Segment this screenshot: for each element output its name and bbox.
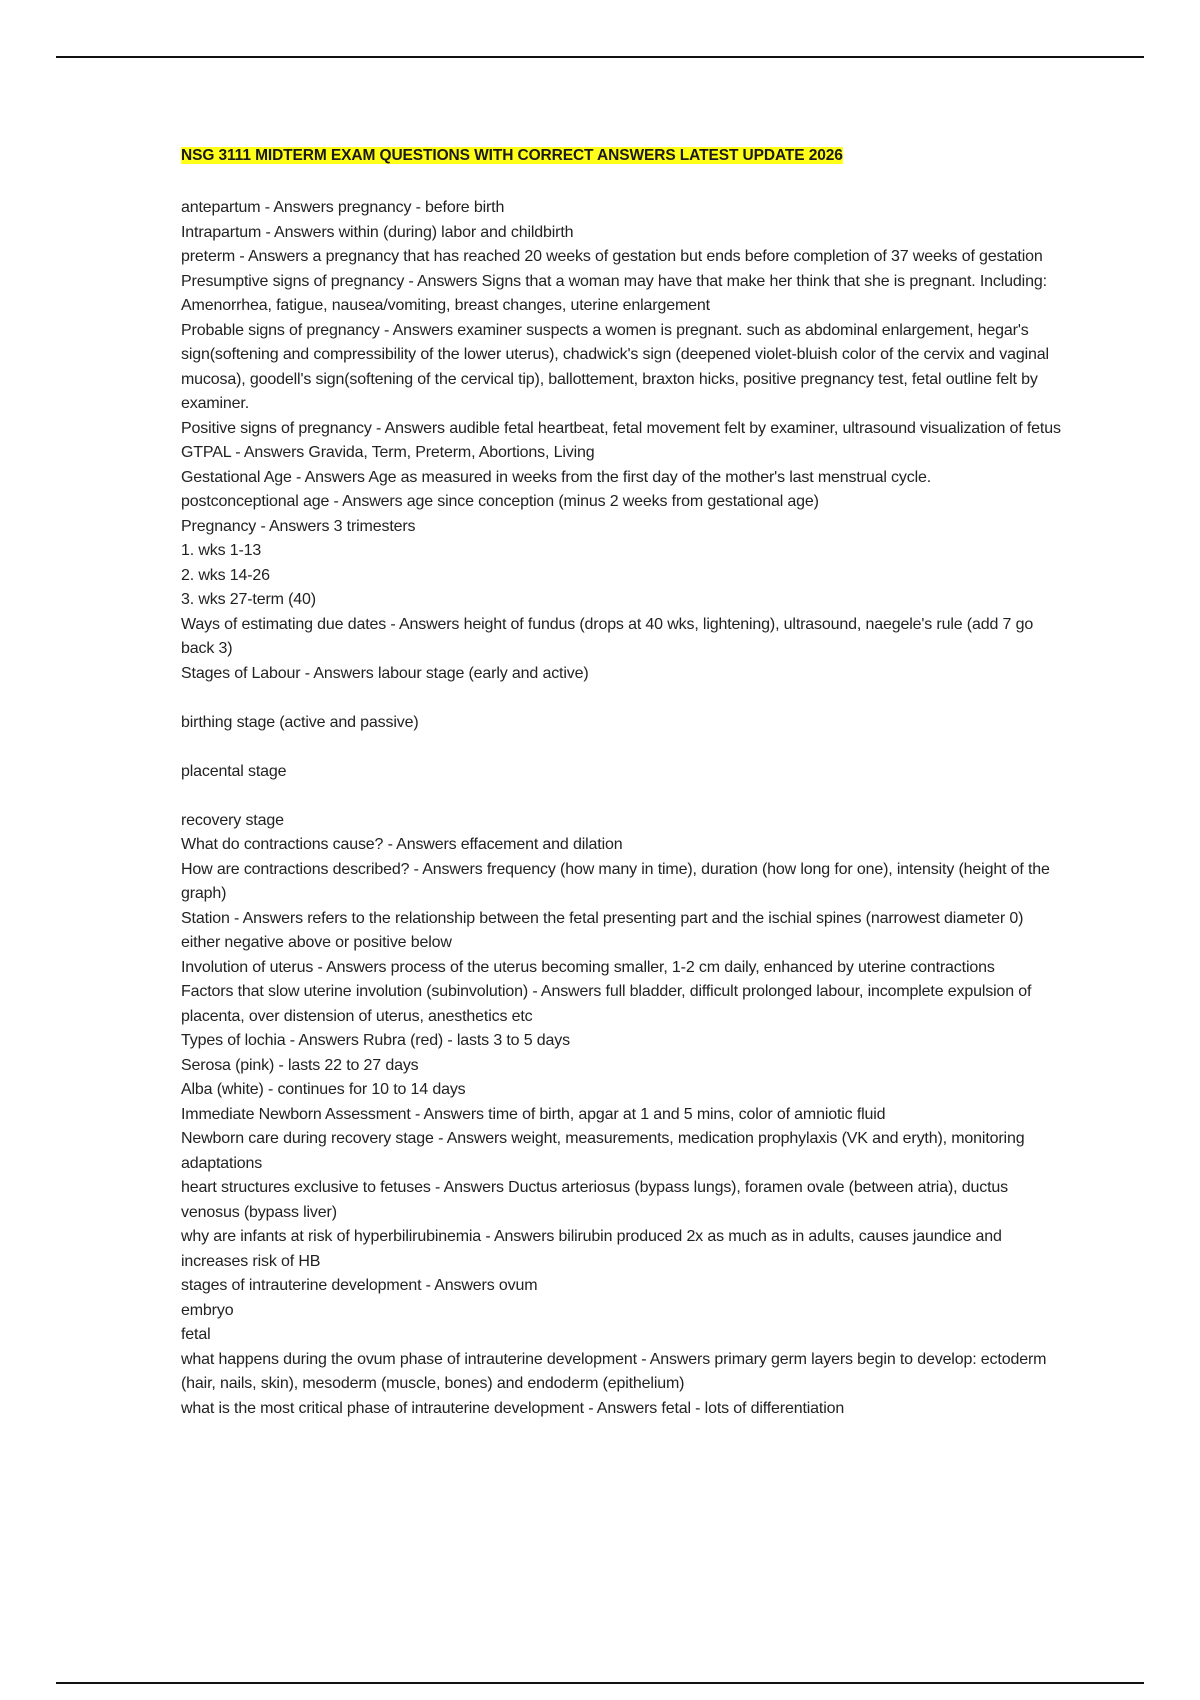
qa-line: Immediate Newborn Assessment - Answers time of birth, apgar at 1 and 5 mins, color of amniotic fluid <box>181 1105 886 1123</box>
document-title-wrap <box>181 144 1061 168</box>
footer-rule <box>56 1682 1144 1684</box>
qa-line: Presumptive signs of pregnancy - Answers Signs that a woman may have that make her think that she is pregnant. Including: Amenorrhea, fatigue, nausea/vomiting, breast changes, uterine enlargement <box>181 272 1047 314</box>
qa-line: what happens during the ovum phase of intrauterine development - Answers primary germ layers begin to develop: ectoderm (hair, nails, skin), mesoderm (muscle, bones) and endoderm (epithelium) <box>181 1350 1047 1392</box>
qa-line: GTPAL - Answers Gravida, Term, Preterm, Abortions, Living <box>181 444 595 461</box>
qa-line: why are infants at risk of hyperbilirubinemia - Answers bilirubin produced 2x as much as in adults, causes jaundice and increases risk of HB <box>181 1228 1002 1270</box>
qa-line: antepartum - Answers pregnancy - before birth <box>181 199 505 216</box>
document-title: NSG 3111 MIDTERM EXAM QUESTIONS WITH CORRECT ANSWERS LATEST UPDATE 2026 <box>181 147 843 164</box>
qa-line: embryo <box>181 1301 234 1319</box>
qa-line: stages of intrauterine development - Answers ovum <box>181 1277 538 1294</box>
qa-line: Gestational Age - Answers Age as measured in weeks from the first day of the mother's last menstrual cycle. <box>181 468 932 486</box>
qa-line: Factors that slow uterine involution (subinvolution) - Answers full bladder, difficult prolonged labour, incomplete expulsion of placenta, over distension of uterus, anesthetics etc <box>181 983 1032 1025</box>
qa-line: Station - Answers refers to the relationship between the fetal presenting part and the ischial spines (narrowest diameter 0) either negative above or positive below <box>181 909 1024 951</box>
qa-line: What do contractions cause? - Answers effacement and dilation <box>181 836 623 853</box>
qa-line: placental stage <box>181 762 287 780</box>
qa-line: fetal <box>181 1326 211 1343</box>
qa-line: Positive signs of pregnancy - Answers audible fetal heartbeat, fetal movement felt by examiner, ultrasound visualization of fetus <box>181 419 1061 437</box>
qa-line: Types of lochia - Answers Rubra (red) - lasts 3 to 5 days <box>181 1032 570 1049</box>
qa-line: recovery stage <box>181 811 284 829</box>
qa-line: preterm - Answers a pregnancy that has reached 20 weeks of gestation but ends before completion of 37 weeks of gestation <box>181 248 1043 265</box>
document-body <box>181 144 1061 1421</box>
qa-line: 2. wks 14-26 <box>181 566 270 584</box>
qa-line: Probable signs of pregnancy - Answers examiner suspects a women is pregnant. such as abdominal enlargement, hegar's sign(softening and compressibility of the lower uterus), chadwick's sign (deepened violet-bluish color of the cervix and vaginal mucosa), goodell's sign(softening of the cervical tip), ballottement, braxton hicks, positive pregnancy test, fetal outline felt by examiner. <box>181 321 1049 412</box>
qa-line: Intrapartum - Answers within (during) labor and childbirth <box>181 223 574 241</box>
header-rule <box>56 56 1144 58</box>
qa-line: Serosa (pink) - lasts 22 to 27 days <box>181 1056 419 1074</box>
qa-line: How are contractions described? - Answers frequency (how many in time), duration (how long for one), intensity (height of the graph) <box>181 860 1050 902</box>
qa-line: 3. wks 27-term (40) <box>181 591 316 608</box>
qa-line: Pregnancy - Answers 3 trimesters <box>181 517 416 535</box>
qa-line: Newborn care during recovery stage - Answers weight, measurements, medication prophylaxis (VK and eryth), monitoring adaptations <box>181 1130 1025 1172</box>
qa-line: Ways of estimating due dates - Answers height of fundus (drops at 40 wks, lightening), ultrasound, naegele's rule (add 7 go back 3) <box>181 615 1034 657</box>
qa-line: Alba (white) - continues for 10 to 14 days <box>181 1081 466 1098</box>
qa-line: 1. wks 1-13 <box>181 542 262 559</box>
qa-line: Involution of uterus - Answers process of the uterus becoming smaller, 1-2 cm daily, enhanced by uterine contractions <box>181 958 995 976</box>
qa-line: what is the most critical phase of intrauterine development - Answers fetal - lots of differentiation <box>181 1399 845 1417</box>
qa-line: heart structures exclusive to fetuses - Answers Ductus arteriosus (bypass lungs), foramen ovale (between atria), ductus venosus (bypass liver) <box>181 1179 1008 1221</box>
qa-line: Stages of Labour - Answers labour stage (early and active) <box>181 664 589 682</box>
qa-line: birthing stage (active and passive) <box>181 713 419 731</box>
qa-line: postconceptional age - Answers age since conception (minus 2 weeks from gestational age) <box>181 493 819 510</box>
